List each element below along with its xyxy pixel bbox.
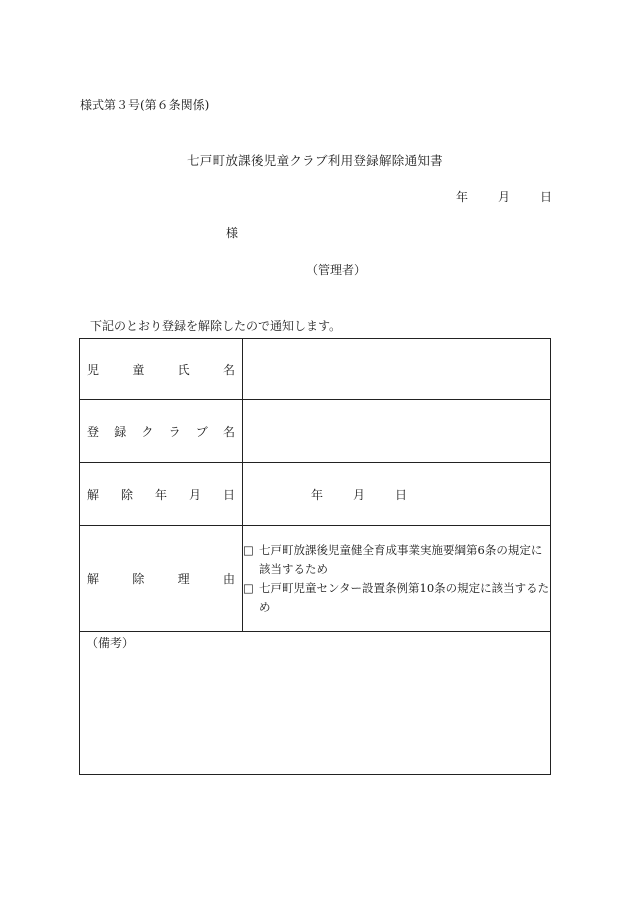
cancel-date-field[interactable] bbox=[243, 463, 551, 526]
label-char: 日 bbox=[222, 487, 235, 502]
label-char: 月 bbox=[188, 487, 201, 502]
label-char: 録 bbox=[114, 424, 127, 439]
label-club-name bbox=[80, 400, 243, 463]
manager-label: （管理者） bbox=[306, 263, 367, 277]
form-table bbox=[79, 338, 551, 775]
remarks-label: （備考） bbox=[86, 636, 135, 650]
reason-option-2[interactable] bbox=[243, 579, 550, 617]
reason-text: 七戸町児童センター設置条例第10条の規定に該当するため bbox=[259, 580, 550, 614]
label-child-name bbox=[80, 339, 243, 400]
reason-text: 七戸町放課後児童健全育成事業実施要綱第6条の規定に該当するため bbox=[259, 542, 543, 576]
reason-option-1[interactable] bbox=[243, 541, 550, 579]
label-char: 除 bbox=[132, 572, 145, 586]
label-cancel-reason bbox=[80, 526, 243, 632]
label-char: 除 bbox=[120, 487, 133, 502]
label-char: 登 bbox=[87, 424, 100, 439]
club-name-field[interactable] bbox=[243, 400, 551, 463]
label-char: 理 bbox=[177, 572, 190, 586]
label-char: 童 bbox=[132, 362, 145, 377]
form-number: 様式第３号(第６条関係) bbox=[80, 98, 210, 112]
intro-text: 下記のとおり登録を解除したので通知します。 bbox=[90, 319, 342, 333]
row-child-name bbox=[80, 339, 551, 400]
label-char: 解 bbox=[87, 572, 100, 586]
checkbox-icon[interactable]: □ bbox=[243, 580, 254, 595]
label-char: 名 bbox=[222, 424, 235, 439]
row-remarks bbox=[80, 632, 551, 775]
issue-date-year: 年 bbox=[456, 190, 469, 204]
label-char: ク bbox=[141, 424, 154, 439]
cancel-reason-options bbox=[243, 526, 551, 632]
row-cancel-date bbox=[80, 463, 551, 526]
cancel-date-month: 月 bbox=[353, 487, 366, 502]
row-cancel-reason bbox=[80, 526, 551, 632]
label-char: 由 bbox=[222, 572, 235, 586]
remarks-field[interactable] bbox=[80, 632, 551, 775]
issue-date-month: 月 bbox=[498, 190, 511, 204]
label-char: 名 bbox=[222, 362, 235, 377]
cancel-date-year: 年 bbox=[311, 487, 324, 502]
label-cancel-date bbox=[80, 463, 243, 526]
checkbox-icon[interactable]: □ bbox=[243, 542, 254, 557]
label-char: ラ bbox=[168, 424, 181, 439]
issue-date bbox=[456, 188, 552, 205]
issue-date-day: 日 bbox=[540, 190, 553, 204]
document-title: 七戸町放課後児童クラブ利用登録解除通知書 bbox=[186, 153, 443, 168]
label-char: 年 bbox=[154, 487, 167, 502]
label-char: 氏 bbox=[177, 362, 190, 377]
child-name-field[interactable] bbox=[243, 339, 551, 400]
label-char: 児 bbox=[87, 362, 100, 377]
label-char: 解 bbox=[87, 487, 100, 502]
row-club-name bbox=[80, 400, 551, 463]
label-char: ブ bbox=[195, 424, 208, 439]
addressee-suffix: 様 bbox=[226, 226, 239, 240]
cancel-date-day: 日 bbox=[395, 487, 408, 502]
